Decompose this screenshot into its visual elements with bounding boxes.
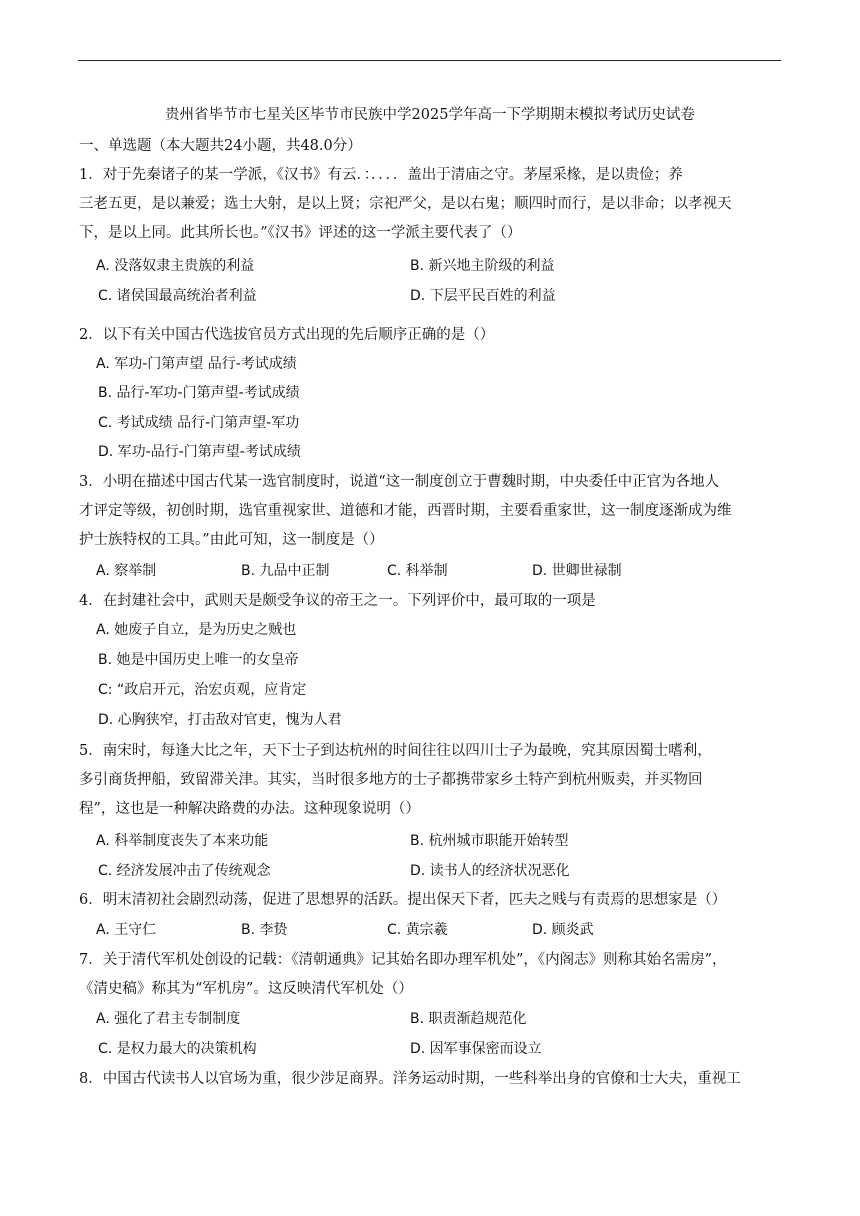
question-3-line-2: 才评定等级，初创时期，选官重视家世、道德和才能，西晋时期，主要看重家世，这一制度逐渐成为维 xyxy=(79,503,732,519)
question-5-line-2: 多引商货押船，致留滞关津。其实，当时很多地方的士子都携带家乡土特产到杭州贩卖，并买物回 xyxy=(79,772,703,788)
question-5-option-c[interactable]: C. 经济发展冲击了传统观念 xyxy=(98,863,271,879)
question-8-stem: 8．中国古代读书人以官场为重，很少涉足商界。洋务运动时期，一些科举出身的官僚和士大夫，重视工 xyxy=(79,1071,741,1087)
question-4-option-a[interactable]: A. 她废子自立，是为历史之贼也 xyxy=(96,622,297,638)
question-6-option-c[interactable]: C. 黄宗羲 xyxy=(387,922,448,938)
question-6-option-a[interactable]: A. 王守仁 xyxy=(96,922,157,938)
question-6-stem: 6．明末清初社会剧烈动荡，促进了思想界的活跃。提出保天下者，匹夫之贱与有责焉的思想家是（） xyxy=(79,892,727,908)
question-1-line-1: 1．对于先秦诸子的某一学派，《汉书》有云．：．．．．盖出于清庙之守。茅屋采椽，是以贵俭；养 xyxy=(79,167,683,183)
question-3-option-b[interactable]: B. 九品中正制 xyxy=(241,563,330,579)
question-7-option-d[interactable]: D. 因军事保密而设立 xyxy=(410,1041,542,1057)
question-1-option-c[interactable]: C. 诸侯国最高统治者利益 xyxy=(98,288,257,304)
question-7-line-1: 7．关于清代军机处创设的记载：《清朝通典》记其始名即办理军机处”，《内阁志》则称其始名需房”， xyxy=(79,952,727,968)
question-1-line-2: 三老五更，是以兼爱；选士大射，是以上贤；宗祀严父，是以右鬼；顺四时而行，是以非命；以孝视天 xyxy=(79,196,732,212)
section-heading: 一、单选题（本大题共24小题，共48.0分） xyxy=(79,138,362,154)
question-5-line-1: 5．南宋时，每逢大比之年，天下士子到达杭州的时间往往以四川士子为最晚，究其原因蜀士嗜利， xyxy=(79,743,712,759)
question-4-stem: 4．在封建社会中，武则天是颇受争议的帝王之一。下列评价中，最可取的一项是 xyxy=(79,593,596,609)
question-2-option-c[interactable]: C. 考试成绩 品行-门第声望-军功 xyxy=(98,415,300,431)
question-1-line-3: 下，是以上同。此其所长也。”《汉书》评述的这一学派主要代表了（） xyxy=(79,225,522,241)
question-7-line-2: 《清史稿》称其为“军机房”。这反映清代军机处（） xyxy=(79,981,413,997)
question-3-option-c[interactable]: C. 科举制 xyxy=(387,563,448,579)
question-6-option-b[interactable]: B. 李贽 xyxy=(241,922,288,938)
question-5-option-a[interactable]: A. 科举制度丧失了本来功能 xyxy=(96,833,269,849)
question-3-option-a[interactable]: A. 察举制 xyxy=(96,563,157,579)
question-6-option-d[interactable]: D. 顾炎武 xyxy=(532,922,594,938)
question-1-option-b[interactable]: B. 新兴地主阶级的利益 xyxy=(410,258,555,274)
exam-title: 贵州省毕节市七星关区毕节市民族中学2025学年高一下学期期末模拟考试历史试卷 xyxy=(165,107,695,123)
question-4-option-b[interactable]: B. 她是中国历史上唯一的女皇帝 xyxy=(98,652,299,668)
question-7-option-a[interactable]: A. 强化了君主专制制度 xyxy=(96,1011,241,1027)
question-1-option-a[interactable]: A. 没落奴隶主贵族的利益 xyxy=(96,258,255,274)
question-2-option-d[interactable]: D. 军功-品行-门第声望-考试成绩 xyxy=(98,444,301,460)
question-1-option-d[interactable]: D. 下层平民百姓的利益 xyxy=(410,288,556,304)
question-3-option-d[interactable]: D. 世卿世禄制 xyxy=(532,563,622,579)
header-rule xyxy=(78,60,781,61)
question-7-option-b[interactable]: B. 职责渐趋规范化 xyxy=(410,1011,527,1027)
question-2-stem: 2．以下有关中国古代选拔官员方式出现的先后顺序正确的是（） xyxy=(79,327,495,343)
question-5-option-d[interactable]: D. 读书人的经济状况恶化 xyxy=(410,863,570,879)
question-5-option-b[interactable]: B. 杭州城市职能开始转型 xyxy=(410,833,569,849)
question-2-option-a[interactable]: A. 军功-门第声望 品行-考试成绩 xyxy=(96,356,297,372)
question-3-line-1: 3．小明在描述中国古代某一选官制度时，说道“这一制度创立于曹魏时期，中央委任中正官为各地人 xyxy=(79,474,720,490)
question-4-option-d[interactable]: D. 心胸狭窄，打击敌对官吏，愧为人君 xyxy=(98,712,342,728)
question-5-line-3: 程”，这也是一种解决路费的办法。这种现象说明（） xyxy=(79,801,420,817)
question-3-line-3: 护士族特权的工具。”由此可知，这一制度是（） xyxy=(79,532,384,548)
question-4-option-c[interactable]: C: “政启开元，治宏贞观，应肯定 xyxy=(98,682,307,698)
question-7-option-c[interactable]: C. 是权力最大的决策机构 xyxy=(98,1041,257,1057)
question-2-option-b[interactable]: B. 品行-军功-门第声望-考试成绩 xyxy=(98,385,300,401)
